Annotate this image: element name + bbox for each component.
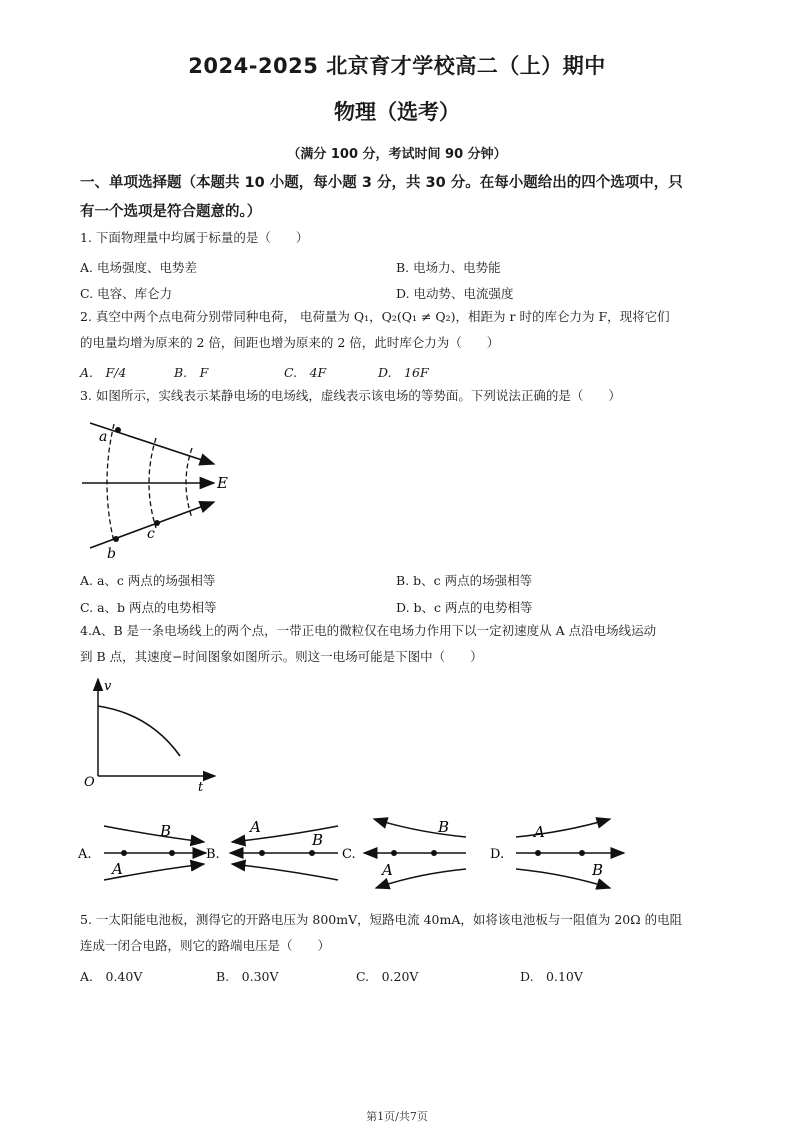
question-1-option-b: B. 电场力、电势能 <box>396 260 501 275</box>
option-c-diagram <box>342 818 466 888</box>
option-c-point-b: B <box>438 818 450 836</box>
question-1-option-a: A. 电场强度、电势差 <box>80 260 197 275</box>
question-5-option-a: A. 0.40V <box>80 969 143 984</box>
option-b-diagram <box>206 818 338 880</box>
document-title: 2024-2025 北京育才学校高二（上）期中 <box>188 54 606 78</box>
score-time-note: （满分 100 分，考试时间 90 分钟） <box>287 147 507 162</box>
option-a-point-b: B <box>160 822 172 840</box>
document-subject: 物理（选考） <box>334 100 460 124</box>
option-d-point-a: A <box>534 823 545 841</box>
point-a <box>115 427 121 433</box>
velocity-time-graph <box>80 672 220 796</box>
option-b-point-a: A <box>250 818 261 836</box>
option-b-point-b: B <box>312 831 324 849</box>
option-c-point-a: A <box>382 861 393 879</box>
origin-label: O <box>84 775 95 790</box>
question-1-option-d: D. 电动势、电流强度 <box>396 286 514 301</box>
option-a-diagram <box>77 822 206 880</box>
page-footer: 第1页/共7页 <box>366 1110 428 1123</box>
question-2-option-a: A. F/4 <box>80 365 127 380</box>
t-axis-label: t <box>198 780 204 795</box>
point-c <box>154 520 160 526</box>
question-3-option-b: B. b、c 两点的场强相等 <box>396 573 533 588</box>
question-2-stem-line2: 的电量均增为原来的 2 倍，间距也增为原来的 2 倍，此时库仑力为（ ） <box>80 335 500 350</box>
field-option-diagrams <box>76 812 636 892</box>
question-2-option-d: D. 16F <box>378 365 429 380</box>
question-2-option-c: C. 4F <box>284 365 327 380</box>
velocity-curve <box>98 706 180 756</box>
option-b-label: B. <box>206 847 220 862</box>
electric-field-lines-figure <box>76 410 246 562</box>
question-5-option-d: D. 0.10V <box>520 969 583 984</box>
question-2-option-b: B. F <box>174 365 209 380</box>
question-2-stem-line1: 2. 真空中两个点电荷分别带同种电荷， 电荷量为 Q₁，Q₂(Q₁ ≠ Q₂)，相距为 r 时的库仑力为 F，现将它们 <box>80 309 670 324</box>
question-5-option-c: C. 0.20V <box>356 969 419 984</box>
question-3-option-d: D. b、c 两点的电势相等 <box>396 600 533 615</box>
option-d-diagram <box>490 819 624 888</box>
question-3-stem: 3. 如图所示，实线表示某静电场的电场线，虚线表示该电场的等势面。下列说法正确的是（ ） <box>80 388 621 403</box>
label-c: c <box>147 526 155 542</box>
option-a-label: A. <box>78 847 92 862</box>
option-a-point-a: A <box>112 860 123 878</box>
question-5-option-b: B. 0.30V <box>216 969 279 984</box>
label-a: a <box>99 429 108 445</box>
label-b: b <box>107 546 116 562</box>
v-axis-label: v <box>104 679 112 694</box>
question-1-stem: 1. 下面物理量中均属于标量的是（ ） <box>80 230 309 245</box>
question-3-option-c: C. a、b 两点的电势相等 <box>80 600 217 615</box>
question-1-option-c: C. 电容、库仑力 <box>80 286 173 301</box>
option-d-point-b: B <box>592 861 604 879</box>
question-4-stem-line1: 4.A、B 是一条电场线上的两个点，一带正电的微粒仅在电场力作用下以一定初速度从 A 点沿电场线运动 <box>80 623 657 638</box>
option-d-label: D. <box>490 847 505 862</box>
option-c-label: C. <box>342 847 356 862</box>
question-4-stem-line2: 到 B 点，其速度−时间图象如图所示。则这一电场可能是下图中（ ） <box>80 649 483 664</box>
label-e: E <box>217 474 228 492</box>
point-b <box>113 536 119 542</box>
section-heading-line1: 一、单项选择题（本题共 10 小题，每小题 3 分，共 30 分。在每小题给出的四个选项中，只 <box>80 175 683 191</box>
question-5-stem-line1: 5. 一太阳能电池板，测得它的开路电压为 800mV，短路电流 40mA，如将该电池板与一阻值为 20Ω 的电阻 <box>80 912 683 927</box>
question-5-stem-line2: 连成一闭合电路，则它的路端电压是（ ） <box>80 938 331 953</box>
section-heading-line2: 有一个选项是符合题意的。） <box>80 204 262 220</box>
question-3-option-a: A. a、c 两点的场强相等 <box>80 573 216 588</box>
